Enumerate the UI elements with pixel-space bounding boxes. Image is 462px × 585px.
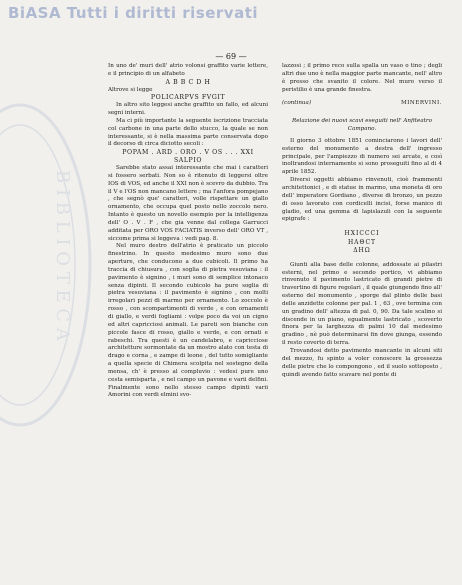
paragraph: Trovandosi detto pavimento mancante in alcuni siti del mezzo, fu spinto a voler conoscere la grossezza delle pietre che lo compongono , ed il suolo sottoposto , quindi avendo fatto scavare nel ponte di: [282, 347, 442, 378]
paragraph: Giunti alla base delle colonne, addossate ai pilastri esterni, nel primo e secondo portico, vi abbiamo rinvenuto il pavimento lastricato di grandi pietre di travertino di figure regolari , il quale giungendo fino all' esterno del monumento , sporge dal plinto delle basi delle anzidette colonne per pal. 1 , 63 , ove termina con un gradino dell' altezza di pal. 0, 90. Da tale scalino si discende in un piano, egualmente lastricato , scoverto finora per la larghezza di palmi 10 dal medesimo gradino , nè può determinarsi fin dove giunga, essendo il resto coverto di terra.: [282, 261, 442, 347]
page-number: — 69 —: [215, 52, 247, 61]
paragraph: In uno de' muri dell' atrio volonsi graffito varie lettere, e il principio di un alfabeto: [108, 63, 268, 77]
signature-row: [282, 100, 442, 108]
continua-note: (continua): [282, 100, 312, 107]
paragraph: Ma ci più importante la seguente iscrizione tracciata col carbone in una parte dello stucco, la quale se non interessante, si è nella massima parte conservata dopo il decorso di circa diciotto secoli :: [108, 117, 268, 148]
paragraph: Nel muro destro dell'atrio è praticato un piccolo finestrino. In questo medesimo muro sono due aperture, che conducono a due cubicoli. Il primo ha traccia di chiusura , con soglia di pietra vesuviana : il pavimento è signino , i muri sono di semplice intonaco senza dipinti. Il secondo cubicolo ha pure soglia di pietra vesuviana : il pavimento è signino , con molti irregolari pezzi di marmo per ornamento. Lo zoccolo è rosso , con scompartimenti di verde , e con ornamenti di giallo, e verdi fogliami : volpe poco da voi un cigno ed altri capricciosi animali. Le pareti son bianche con piccole fasce di rosso, giallo e verde, e con ornati e rabeschi. Tra questi è un candelabro, e capricciose architetture sormontate da un mostro alato con testa di drago e corna , e zampe di leone , del tutto somigliante a quella specie di Chimera scolpita nel sostegno della mensa, ch' è presso al compluvio : vedesi pure uno cesta semisparta , e nel campo un pavone e varii delfini. Finalmente sono nello stesso campo dipinti varii Amorini con verdi elmini svo-: [108, 243, 268, 399]
paragraph: Diversi oggetti abbiamo rinvenuti, cioè frammenti architettonici , e di statue in marmo, una moneta di oro dell' imperatore Gordiano , diverse di bronzo, un pezzo di osso lavorato con cordicelli incisi, forse manico di gladio, ed una gemma di lapislazuli con la seguente epigrafe :: [282, 177, 442, 223]
paragraph: lazzosi ; il primo reco sulla spalla un vaso o tino ; degli altri due uno è nella maggior parte mancante, nell' altro è presso che svanito il colore. Nel muro verso il peristilio è una grande finestra.: [282, 63, 442, 93]
section-title: Relazione dei nuovi scavi eseguiti nell' Anfiteatro Campano.: [292, 118, 432, 133]
inscription-line: A B B C D H: [165, 78, 211, 86]
inscription-line: POLICARPVS FVGIT: [150, 94, 226, 102]
right-column: [282, 63, 442, 379]
left-column: [108, 63, 268, 400]
author-signature: MINERVINI.: [400, 100, 442, 107]
gem-line: ΔΗΩ: [353, 247, 371, 255]
inscription-line: POPAM . ARD . ORO . V OS . . . XXI SALPIO: [122, 149, 254, 165]
gem-line: ΗΑΘCΤ: [347, 238, 377, 246]
paragraph: In altro sito leggesi anche graffito un fallo, ed alcuni segni interni.: [108, 102, 268, 117]
watermark-text: BiASA Tutti i diritti riservati: [8, 4, 259, 22]
paragraph: Il giorno 3 ottobre 1851 cominciarono i lavori dell' esterno del monumento a destra dell' ingresso principale, per l'ampiezzo di numero sei arcate, e così inoltrandosi internamente si sono proseguiti fino al di 4 aprile 1852.: [282, 137, 442, 176]
gem-line: ΗΧΙCCCΙ: [344, 230, 380, 238]
library-seal-stamp: [0, 100, 95, 430]
gem-inscription: [282, 230, 442, 256]
paragraph: Sarebbe stato assai interessante che mai i caratteri si fossero serbati. Non so è ritenuto di leggersi oltre IOS di VOS, ed anche il XXI non è scevro da dubbio. Tra il V e l'OS non mancano lettere ; ma l'anfora pompejano , che segnò que' caratteri, volle rispettare un giallo ornamento, che occupa quel posto nello zoccolo nero. Intanto è questo un novello esempio per la intelligenza dell' O . V . F , che gia venne dal collega Garrucci additata per ORO VOS FACIATIS inverso dell' ORO VT , siccome prima si leggeva : vedi pag. 8.: [108, 164, 268, 242]
svg-text:B I B L I O T E C A: B I B L I O T E C A: [52, 170, 73, 341]
paragraph: Altrove si legge: [108, 86, 153, 93]
